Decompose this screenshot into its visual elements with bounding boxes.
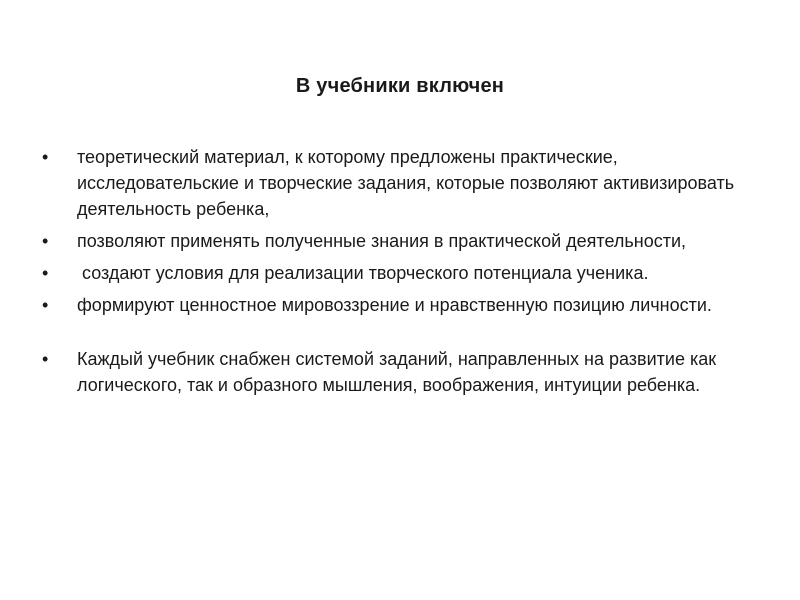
- list-item-text: Каждый учебник снабжен системой заданий, направленных на развитие как логического, так и образного мышления, воображения, интуиции ребенка.: [77, 349, 722, 395]
- list-item: [42, 260, 762, 286]
- bullet-list: [42, 144, 762, 404]
- list-item-text: теоретический материал, к которому предложены практические, исследовательские и творческие задания, которые позволяют активизировать деятельность ребенка,: [77, 147, 740, 219]
- list-item: [42, 144, 762, 222]
- bullet-icon: •: [42, 231, 49, 251]
- list-item: [42, 228, 762, 254]
- list-item-text: создают условия для реализации творческого потенциала ученика.: [77, 263, 649, 283]
- slide-title: В учебники включен: [295, 75, 505, 97]
- bullet-icon: •: [42, 295, 49, 315]
- list-item: [42, 292, 762, 318]
- list-item-text: формируют ценностное мировоззрение и нравственную позицию личности.: [77, 295, 712, 315]
- list-item: [42, 346, 762, 398]
- bullet-icon: •: [42, 349, 49, 369]
- bullet-icon: •: [42, 263, 49, 283]
- bullet-icon: •: [42, 147, 49, 167]
- list-item-text: позволяют применять полученные знания в практической деятельности,: [77, 231, 687, 251]
